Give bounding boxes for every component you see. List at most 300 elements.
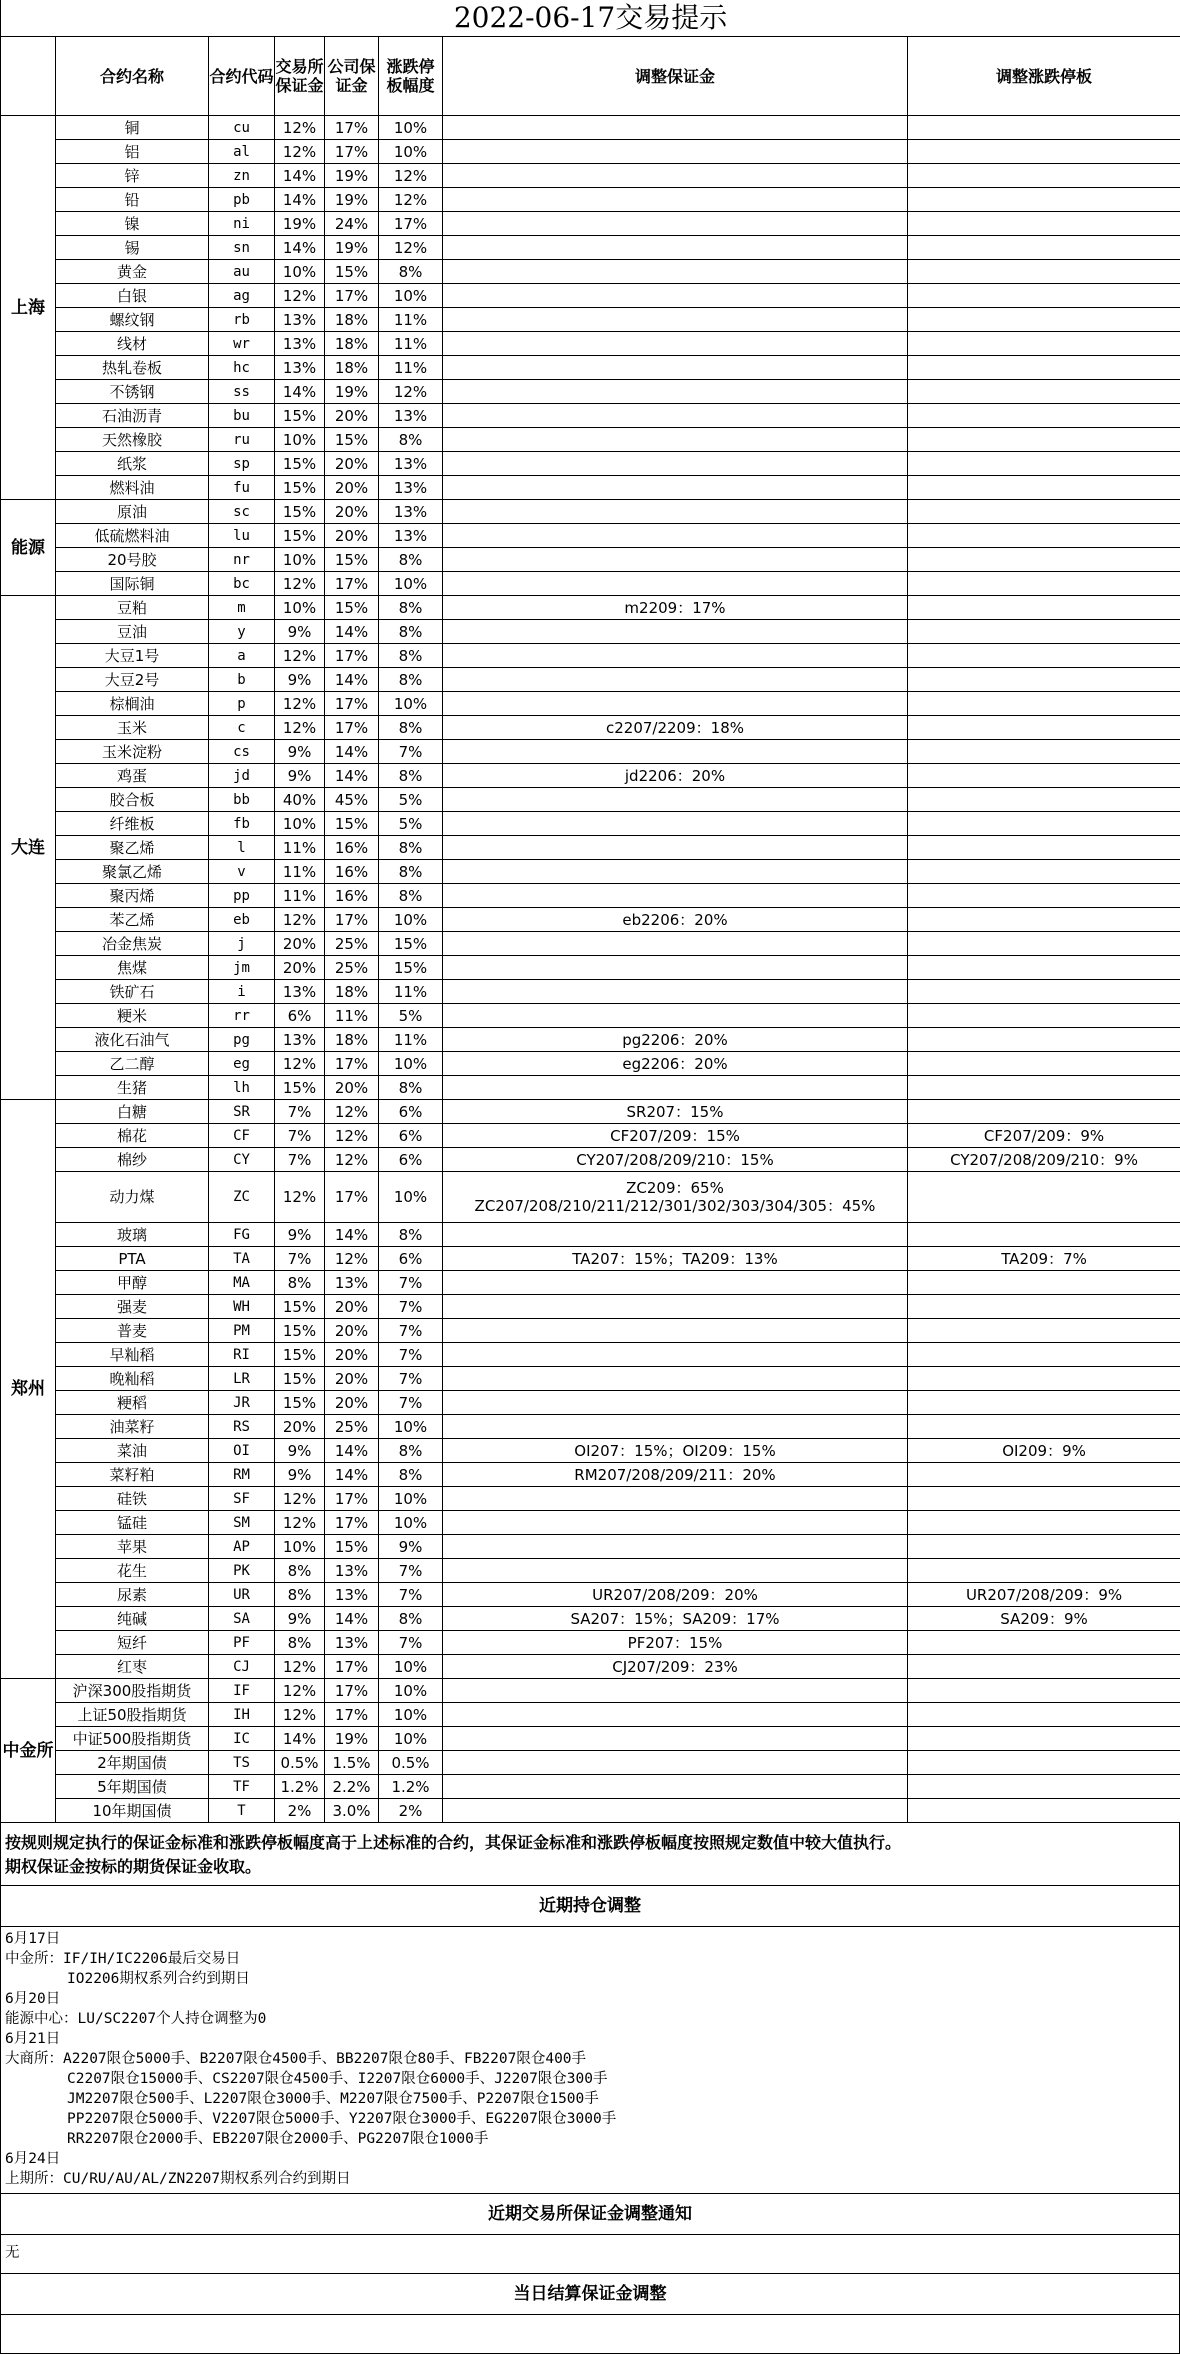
exchange-margin: 13%	[275, 332, 325, 356]
price-limit: 8%	[379, 596, 443, 620]
company-margin: 20%	[325, 404, 379, 428]
contract-code: a	[209, 644, 275, 668]
adjust-limit	[908, 1100, 1180, 1124]
contract-name: 玉米	[56, 716, 209, 740]
adjust-margin	[443, 1463, 908, 1487]
adjust-limit	[908, 1487, 1180, 1511]
table-row	[1, 284, 1180, 308]
table-row	[1, 740, 1180, 764]
adjust-limit	[908, 572, 1180, 596]
exchange-margin: 11%	[275, 836, 325, 860]
contract-name: 晚籼稻	[56, 1367, 209, 1391]
adjust-margin	[443, 1124, 908, 1148]
contract-code: TA	[209, 1247, 275, 1271]
adjust-margin	[443, 980, 908, 1004]
price-limit: 8%	[379, 716, 443, 740]
adjust-margin	[443, 1487, 908, 1511]
table-row	[1, 644, 1180, 668]
adjust-limit	[908, 1223, 1180, 1247]
adjust-limit	[908, 668, 1180, 692]
position-line: PP2207限仓5000手、V2207限仓5000手、Y2207限仓3000手、EG2207限仓3000手	[5, 2109, 1175, 2129]
company-margin: 14%	[325, 620, 379, 644]
price-limit: 0.5%	[379, 1751, 443, 1775]
company-margin: 17%	[325, 1679, 379, 1703]
contract-name: 2年期国债	[56, 1751, 209, 1775]
exchange-margin: 13%	[275, 1028, 325, 1052]
contract-name: 10年期国债	[56, 1799, 209, 1823]
company-margin: 19%	[325, 1727, 379, 1751]
exchange-margin: 12%	[275, 1511, 325, 1535]
contract-name: 低硫燃料油	[56, 524, 209, 548]
page-title: 2022-06-17交易提示	[1, 0, 1180, 37]
contract-name: 黄金	[56, 260, 209, 284]
company-margin: 14%	[325, 1607, 379, 1631]
price-limit: 8%	[379, 1439, 443, 1463]
price-limit: 5%	[379, 812, 443, 836]
contract-code: rb	[209, 308, 275, 332]
table-row	[1, 1172, 1180, 1223]
company-margin: 15%	[325, 596, 379, 620]
adjust-margin	[443, 1172, 908, 1223]
adjust-margin	[443, 308, 908, 332]
price-limit: 15%	[379, 956, 443, 980]
adjust-limit	[908, 212, 1180, 236]
contract-name: 苹果	[56, 1535, 209, 1559]
contract-name: 甲醇	[56, 1271, 209, 1295]
company-margin: 20%	[325, 1391, 379, 1415]
contract-code: UR	[209, 1583, 275, 1607]
adjust-margin	[443, 1100, 908, 1124]
adjust-margin	[443, 764, 908, 788]
contract-name: 乙二醇	[56, 1052, 209, 1076]
price-limit: 8%	[379, 764, 443, 788]
adjust-margin	[443, 164, 908, 188]
contract-name: 纸浆	[56, 452, 209, 476]
adjust-limit	[908, 1655, 1180, 1679]
header-exchange	[1, 37, 56, 116]
exchange-margin: 8%	[275, 1583, 325, 1607]
adjust-margin	[443, 284, 908, 308]
header-limit: 涨跌停板幅度	[379, 37, 443, 116]
contract-name: 粳米	[56, 1004, 209, 1028]
adjust-margin	[443, 1052, 908, 1076]
table-row	[1, 596, 1180, 620]
price-limit: 6%	[379, 1247, 443, 1271]
table-row	[1, 1319, 1180, 1343]
table-row	[1, 1655, 1180, 1679]
contract-name: 短纤	[56, 1631, 209, 1655]
table-row	[1, 308, 1180, 332]
price-limit: 8%	[379, 1463, 443, 1487]
table-row	[1, 1247, 1180, 1271]
adjust-limit	[908, 332, 1180, 356]
contract-code: b	[209, 668, 275, 692]
adjust-limit	[908, 1631, 1180, 1655]
adjust-limit	[908, 1559, 1180, 1583]
adjust-limit: UR207/208/209：9%	[908, 1583, 1180, 1607]
contract-name: 线材	[56, 332, 209, 356]
price-limit: 1.2%	[379, 1775, 443, 1799]
adjust-margin-text: OI207：15%；OI209：15%	[443, 1442, 907, 1460]
company-margin: 20%	[325, 1076, 379, 1100]
table-row	[1, 1607, 1180, 1631]
contract-code: bu	[209, 404, 275, 428]
adjust-margin	[443, 1535, 908, 1559]
adjust-limit	[908, 1343, 1180, 1367]
contract-code: MA	[209, 1271, 275, 1295]
contract-name: 聚乙烯	[56, 836, 209, 860]
header-adjust-limit: 调整涨跌停板	[908, 37, 1180, 116]
price-limit: 8%	[379, 884, 443, 908]
exchange-margin: 12%	[275, 116, 325, 140]
adjust-margin	[443, 644, 908, 668]
price-limit: 10%	[379, 1052, 443, 1076]
position-line: 6月17日	[5, 1929, 1175, 1949]
table-row	[1, 1799, 1180, 1823]
adjust-margin-text: TA207：15%；TA209：13%	[443, 1250, 907, 1268]
adjust-limit	[908, 884, 1180, 908]
contract-code: TS	[209, 1751, 275, 1775]
company-margin: 14%	[325, 668, 379, 692]
adjust-limit	[908, 1172, 1180, 1223]
adjust-limit	[908, 812, 1180, 836]
price-limit: 10%	[379, 1703, 443, 1727]
exchange-margin: 15%	[275, 1367, 325, 1391]
contract-code: jd	[209, 764, 275, 788]
exchange-margin: 11%	[275, 860, 325, 884]
adjust-limit	[908, 596, 1180, 620]
contract-name: 锰硅	[56, 1511, 209, 1535]
company-margin: 15%	[325, 1535, 379, 1559]
exchange-margin: 12%	[275, 692, 325, 716]
contract-code: PK	[209, 1559, 275, 1583]
adjust-margin	[443, 260, 908, 284]
exchange-margin: 15%	[275, 500, 325, 524]
company-margin: 19%	[325, 380, 379, 404]
contract-name: 5年期国债	[56, 1775, 209, 1799]
adjust-margin	[443, 380, 908, 404]
contract-code: j	[209, 932, 275, 956]
company-margin: 3.0%	[325, 1799, 379, 1823]
adjust-limit	[908, 1751, 1180, 1775]
price-limit: 8%	[379, 260, 443, 284]
contract-code: ru	[209, 428, 275, 452]
exchange-notice-title: 近期交易所保证金调整通知	[0, 2193, 1180, 2235]
contract-code: FG	[209, 1223, 275, 1247]
adjust-margin-text: eg2206：20%	[443, 1055, 907, 1073]
adjust-limit: TA209：7%	[908, 1247, 1180, 1271]
contract-name: 豆粕	[56, 596, 209, 620]
price-limit: 5%	[379, 788, 443, 812]
adjust-margin	[443, 1607, 908, 1631]
position-line: JM2207限仓500手、L2207限仓3000手、M2207限仓7500手、P2207限仓1500手	[5, 2089, 1175, 2109]
price-limit: 13%	[379, 524, 443, 548]
price-limit: 11%	[379, 356, 443, 380]
exchange-margin: 9%	[275, 740, 325, 764]
adjust-limit	[908, 1775, 1180, 1799]
contract-code: l	[209, 836, 275, 860]
contract-name: 棉纱	[56, 1148, 209, 1172]
exchange-margin: 2%	[275, 1799, 325, 1823]
contract-name: 菜油	[56, 1439, 209, 1463]
table-row	[1, 1703, 1180, 1727]
price-limit: 7%	[379, 1391, 443, 1415]
table-row	[1, 1559, 1180, 1583]
table-row	[1, 836, 1180, 860]
contract-code: bb	[209, 788, 275, 812]
contract-code: i	[209, 980, 275, 1004]
contract-name: 菜籽粕	[56, 1463, 209, 1487]
contract-name: 铁矿石	[56, 980, 209, 1004]
adjust-limit	[908, 860, 1180, 884]
company-margin: 14%	[325, 1223, 379, 1247]
table-row	[1, 956, 1180, 980]
table-row	[1, 1415, 1180, 1439]
contract-code: fb	[209, 812, 275, 836]
contract-name: 苯乙烯	[56, 908, 209, 932]
price-limit: 11%	[379, 980, 443, 1004]
position-adjust-body	[0, 1927, 1180, 2193]
exchange-cell: 能源	[1, 500, 56, 596]
company-margin: 20%	[325, 1295, 379, 1319]
adjust-margin	[443, 1583, 908, 1607]
adjust-limit	[908, 500, 1180, 524]
exchange-margin: 7%	[275, 1100, 325, 1124]
company-margin: 17%	[325, 140, 379, 164]
exchange-margin: 19%	[275, 212, 325, 236]
company-margin: 12%	[325, 1247, 379, 1271]
exchange-margin: 10%	[275, 260, 325, 284]
contract-code: nr	[209, 548, 275, 572]
adjust-limit	[908, 164, 1180, 188]
adjust-margin	[443, 212, 908, 236]
table-row	[1, 1076, 1180, 1100]
contract-code: SR	[209, 1100, 275, 1124]
exchange-margin: 14%	[275, 1727, 325, 1751]
contract-name: 锌	[56, 164, 209, 188]
price-limit: 12%	[379, 188, 443, 212]
exchange-cell: 上海	[1, 116, 56, 500]
header-exchange-margin: 交易所保证金	[275, 37, 325, 116]
company-margin: 20%	[325, 524, 379, 548]
contract-name: 国际铜	[56, 572, 209, 596]
table-header	[1, 37, 1180, 116]
contract-code: ss	[209, 380, 275, 404]
company-margin: 20%	[325, 1319, 379, 1343]
exchange-margin: 10%	[275, 812, 325, 836]
adjust-margin	[443, 356, 908, 380]
price-limit: 8%	[379, 620, 443, 644]
company-margin: 17%	[325, 1655, 379, 1679]
price-limit: 12%	[379, 380, 443, 404]
exchange-margin: 15%	[275, 476, 325, 500]
company-margin: 25%	[325, 956, 379, 980]
contract-code: m	[209, 596, 275, 620]
position-line: 6月21日	[5, 2029, 1175, 2049]
contract-code: pg	[209, 1028, 275, 1052]
table-row	[1, 980, 1180, 1004]
adjust-margin	[443, 1076, 908, 1100]
company-margin: 17%	[325, 572, 379, 596]
contract-name: 豆油	[56, 620, 209, 644]
exchange-margin: 12%	[275, 1052, 325, 1076]
adjust-margin	[443, 1148, 908, 1172]
exchange-margin: 12%	[275, 1172, 325, 1223]
adjust-margin	[443, 692, 908, 716]
contract-code: PM	[209, 1319, 275, 1343]
contract-code: JR	[209, 1391, 275, 1415]
price-limit: 7%	[379, 1319, 443, 1343]
company-margin: 20%	[325, 452, 379, 476]
exchange-margin: 15%	[275, 452, 325, 476]
adjust-margin	[443, 1559, 908, 1583]
table-row	[1, 1487, 1180, 1511]
adjust-margin	[443, 1511, 908, 1535]
table-row	[1, 1751, 1180, 1775]
exchange-margin: 10%	[275, 1535, 325, 1559]
settlement-adjust-title: 当日结算保证金调整	[0, 2273, 1180, 2315]
contract-code: SF	[209, 1487, 275, 1511]
contract-name: 红枣	[56, 1655, 209, 1679]
contract-code: sc	[209, 500, 275, 524]
contract-name: 螺纹钢	[56, 308, 209, 332]
table-row	[1, 1367, 1180, 1391]
company-margin: 18%	[325, 308, 379, 332]
company-margin: 20%	[325, 500, 379, 524]
table-row	[1, 1583, 1180, 1607]
contract-code: jm	[209, 956, 275, 980]
contract-code: SM	[209, 1511, 275, 1535]
table-row	[1, 1679, 1180, 1703]
contract-code: c	[209, 716, 275, 740]
adjust-margin-text: eb2206：20%	[443, 911, 907, 929]
table-row	[1, 1439, 1180, 1463]
adjust-margin-text: ZC209：65%	[443, 1179, 907, 1197]
adjust-margin	[443, 476, 908, 500]
company-margin: 45%	[325, 788, 379, 812]
adjust-limit	[908, 908, 1180, 932]
exchange-margin: 8%	[275, 1631, 325, 1655]
price-limit: 5%	[379, 1004, 443, 1028]
contract-name: 燃料油	[56, 476, 209, 500]
exchange-margin: 15%	[275, 1295, 325, 1319]
adjust-limit: CF207/209：9%	[908, 1124, 1180, 1148]
adjust-margin	[443, 884, 908, 908]
price-limit: 11%	[379, 332, 443, 356]
company-margin: 2.2%	[325, 1775, 379, 1799]
table-row	[1, 764, 1180, 788]
table-row	[1, 1511, 1180, 1535]
exchange-margin: 7%	[275, 1124, 325, 1148]
exchange-margin: 9%	[275, 620, 325, 644]
table-row	[1, 1343, 1180, 1367]
contract-name: 棕榈油	[56, 692, 209, 716]
table-row	[1, 260, 1180, 284]
table-row	[1, 572, 1180, 596]
contract-code: RS	[209, 1415, 275, 1439]
adjust-margin	[443, 716, 908, 740]
contract-name: 镍	[56, 212, 209, 236]
contract-name: 20号胶	[56, 548, 209, 572]
adjust-limit	[908, 764, 1180, 788]
adjust-limit	[908, 644, 1180, 668]
exchange-margin: 13%	[275, 356, 325, 380]
contract-name: 聚丙烯	[56, 884, 209, 908]
rule-note	[0, 1823, 1180, 1885]
contract-name: 白银	[56, 284, 209, 308]
table-row	[1, 164, 1180, 188]
adjust-margin-text: CJ207/209：23%	[443, 1658, 907, 1676]
table-row	[1, 812, 1180, 836]
adjust-margin-text: m2209：17%	[443, 599, 907, 617]
contract-code: ag	[209, 284, 275, 308]
adjust-margin	[443, 956, 908, 980]
contract-code: WH	[209, 1295, 275, 1319]
price-limit: 10%	[379, 572, 443, 596]
adjust-limit	[908, 284, 1180, 308]
exchange-margin: 20%	[275, 956, 325, 980]
adjust-margin	[443, 620, 908, 644]
contract-name: 铜	[56, 116, 209, 140]
contract-name: 热轧卷板	[56, 356, 209, 380]
company-margin: 13%	[325, 1631, 379, 1655]
adjust-margin	[443, 836, 908, 860]
adjust-limit	[908, 1295, 1180, 1319]
adjust-margin-text: PF207：15%	[443, 1634, 907, 1652]
exchange-cell: 中金所	[1, 1679, 56, 1823]
adjust-margin	[443, 1727, 908, 1751]
contract-name: 硅铁	[56, 1487, 209, 1511]
table-row	[1, 452, 1180, 476]
table-row	[1, 188, 1180, 212]
company-margin: 15%	[325, 428, 379, 452]
price-limit: 7%	[379, 1631, 443, 1655]
adjust-limit	[908, 260, 1180, 284]
exchange-margin: 12%	[275, 716, 325, 740]
table-row	[1, 1535, 1180, 1559]
adjust-limit	[908, 188, 1180, 212]
exchange-margin: 15%	[275, 404, 325, 428]
adjust-margin	[443, 1028, 908, 1052]
company-margin: 20%	[325, 476, 379, 500]
position-adjust-title: 近期持仓调整	[0, 1885, 1180, 1927]
contract-code: pp	[209, 884, 275, 908]
contract-name: 生猪	[56, 1076, 209, 1100]
price-limit: 7%	[379, 1271, 443, 1295]
contract-name: 中证500股指期货	[56, 1727, 209, 1751]
table-row	[1, 380, 1180, 404]
contract-name: 纯碱	[56, 1607, 209, 1631]
price-limit: 10%	[379, 1727, 443, 1751]
adjust-limit	[908, 692, 1180, 716]
contract-name: 大豆1号	[56, 644, 209, 668]
company-margin: 20%	[325, 1343, 379, 1367]
adjust-limit: SA209：9%	[908, 1607, 1180, 1631]
adjust-limit	[908, 308, 1180, 332]
price-limit: 13%	[379, 404, 443, 428]
company-margin: 18%	[325, 980, 379, 1004]
adjust-margin	[443, 740, 908, 764]
price-limit: 7%	[379, 1583, 443, 1607]
adjust-margin	[443, 668, 908, 692]
contract-code: bc	[209, 572, 275, 596]
table-row	[1, 1028, 1180, 1052]
price-limit: 13%	[379, 500, 443, 524]
adjust-margin	[443, 332, 908, 356]
contract-code: IH	[209, 1703, 275, 1727]
contract-code: y	[209, 620, 275, 644]
exchange-margin: 9%	[275, 1607, 325, 1631]
